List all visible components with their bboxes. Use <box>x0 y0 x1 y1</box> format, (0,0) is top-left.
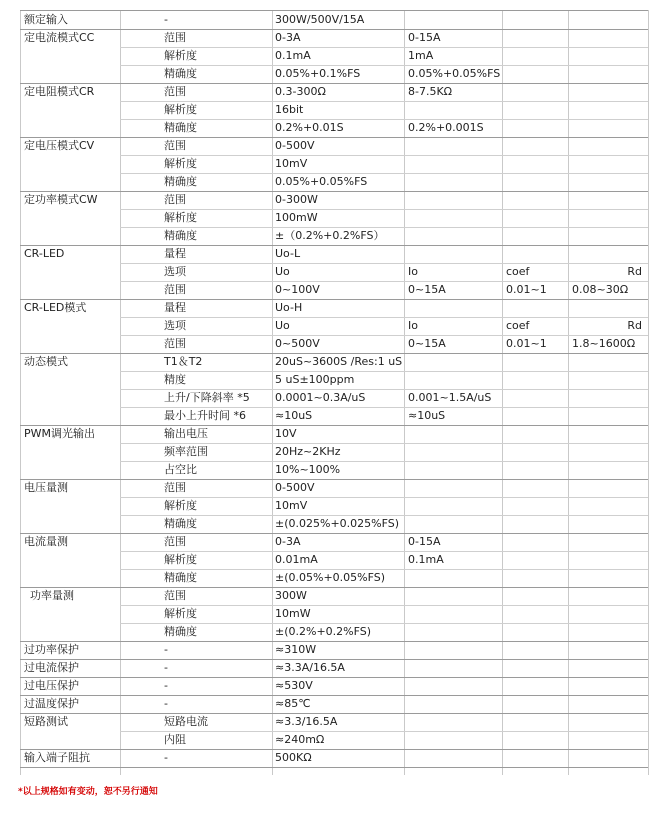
value-2-cell <box>404 299 502 317</box>
group-label-cell: 过温度保护 <box>24 697 79 710</box>
value-4-cell <box>568 425 648 443</box>
group-label-cell <box>20 389 120 407</box>
value-2-cell <box>404 677 502 695</box>
value-3-cell <box>502 605 568 623</box>
value-1-cell: ≈85℃ <box>275 697 311 710</box>
value-1-cell: 0-3A <box>275 535 301 548</box>
item-label-cell: 精确度 <box>164 571 197 584</box>
group-label-cell <box>20 605 120 623</box>
value-4-cell <box>568 389 648 407</box>
value-2-cell <box>404 353 502 371</box>
item-label-cell: - <box>164 661 168 674</box>
value-2-cell <box>404 425 502 443</box>
value-3-cell <box>502 551 568 569</box>
value-2-cell: 0~15A <box>408 337 446 350</box>
value-3-cell <box>502 245 568 263</box>
group-label-cell: 过电流保护 <box>24 661 79 674</box>
value-4-cell <box>568 641 648 659</box>
group-label-cell: 定电流模式CC <box>24 31 95 44</box>
value-1-cell: ≈10uS <box>275 409 313 422</box>
value-3-cell <box>502 173 568 191</box>
group-label-cell <box>20 497 120 515</box>
group-label-cell: 动态模式 <box>24 355 68 368</box>
value-1-cell: 0-500V <box>275 481 315 494</box>
value-3-cell <box>502 479 568 497</box>
item-label-cell: 解析度 <box>164 607 197 620</box>
group-label-cell <box>20 263 120 281</box>
value-2-cell: 0-15A <box>408 31 441 44</box>
group-label-cell: PWM调光输出 <box>24 427 96 440</box>
value-4-cell <box>568 101 648 119</box>
value-1-cell: Uo <box>275 265 290 278</box>
value-1-cell: 10mV <box>275 499 308 512</box>
value-4-cell <box>568 371 648 389</box>
column-divider <box>648 10 649 775</box>
value-3-cell <box>502 227 568 245</box>
value-2-cell: Io <box>408 319 418 332</box>
group-label-cell <box>20 335 120 353</box>
value-2-cell <box>404 605 502 623</box>
value-1-cell: 0-300W <box>275 193 318 206</box>
value-1-cell: 5 uS±100ppm <box>275 373 355 386</box>
value-2-cell <box>404 479 502 497</box>
value-1-cell: 0~100V <box>275 283 320 296</box>
group-label-cell <box>20 407 120 425</box>
group-label-cell <box>20 227 120 245</box>
value-4-cell <box>568 191 648 209</box>
value-1-cell: 0~500V <box>275 337 320 350</box>
value-3-cell <box>502 11 568 29</box>
value-3-cell <box>502 119 568 137</box>
group-label-cell: CR-LED模式 <box>24 301 87 314</box>
item-label-cell: 输出电压 <box>164 427 208 440</box>
value-4-cell <box>568 461 648 479</box>
group-label-cell: 电压量测 <box>24 481 68 494</box>
value-4-cell <box>568 299 648 317</box>
value-1-cell: 0.3-300Ω <box>275 85 326 98</box>
value-2-cell <box>404 173 502 191</box>
value-2-cell: 8-7.5KΩ <box>408 85 453 98</box>
value-3-cell <box>502 641 568 659</box>
group-label-cell <box>20 119 120 137</box>
value-2-cell <box>404 137 502 155</box>
item-label-cell: 范围 <box>164 139 186 152</box>
value-4-cell <box>568 11 648 29</box>
value-4-cell <box>568 623 648 641</box>
value-3-cell <box>502 677 568 695</box>
value-2-cell <box>404 749 502 767</box>
item-label-cell: 精确度 <box>164 625 197 638</box>
value-4-cell: Rd <box>627 319 642 332</box>
value-4-cell <box>568 659 648 677</box>
group-label-cell <box>20 569 120 587</box>
group-label-cell <box>20 731 120 749</box>
value-1-cell: 10%~100% <box>275 463 341 476</box>
group-label-cell: 额定输入 <box>24 13 68 26</box>
value-3-cell <box>502 155 568 173</box>
value-3-cell <box>502 515 568 533</box>
group-label-cell <box>20 443 120 461</box>
footnote: *以上规格如有变动，恕不另行通知 <box>18 787 158 797</box>
item-label-cell: 选项 <box>164 319 186 332</box>
item-label-cell: 占空比 <box>164 463 197 476</box>
value-1-cell: 10mW <box>275 607 311 620</box>
value-1-cell: 20uS~3600S /Res:1 uS <box>275 355 403 368</box>
value-4-cell <box>568 587 648 605</box>
item-label-cell: 短路电流 <box>164 715 208 728</box>
value-4-cell <box>568 713 648 731</box>
item-label-cell: 精确度 <box>164 67 197 80</box>
group-label-cell <box>20 551 120 569</box>
group-label-cell <box>20 371 120 389</box>
value-4-cell <box>568 731 648 749</box>
value-3-cell <box>502 407 568 425</box>
row-divider <box>20 767 648 768</box>
value-3-cell <box>502 29 568 47</box>
value-1-cell: ≈3.3/16.5A <box>275 715 338 728</box>
item-label-cell: 范围 <box>164 31 186 44</box>
item-label-cell: 内阻 <box>164 733 186 746</box>
value-3-cell <box>502 533 568 551</box>
item-label-cell: 精确度 <box>164 229 197 242</box>
value-3-cell <box>502 425 568 443</box>
value-4-cell <box>568 155 648 173</box>
value-1-cell: Uo-H <box>275 301 303 314</box>
value-3-cell <box>502 101 568 119</box>
value-4-cell <box>568 29 648 47</box>
item-label-cell: 精确度 <box>164 121 197 134</box>
value-4-cell: 0.08~30Ω <box>572 283 629 296</box>
value-4-cell: Rd <box>627 265 642 278</box>
value-2-cell <box>404 11 502 29</box>
group-label-cell: 定电压模式CV <box>24 139 95 152</box>
value-3-cell <box>502 461 568 479</box>
item-label-cell: 范围 <box>164 337 186 350</box>
value-2-cell: 0.2%+0.001S <box>408 121 484 134</box>
item-label-cell: 选项 <box>164 265 186 278</box>
group-label-cell: 电流量测 <box>24 535 68 548</box>
value-2-cell <box>404 695 502 713</box>
group-label-cell: 短路测试 <box>24 715 68 728</box>
value-4-cell <box>568 515 648 533</box>
item-label-cell: 频率范围 <box>164 445 208 458</box>
value-2-cell <box>404 191 502 209</box>
value-2-cell <box>404 587 502 605</box>
item-label-cell: 解析度 <box>164 499 197 512</box>
value-2-cell <box>404 461 502 479</box>
item-label-cell: 精确度 <box>164 517 197 530</box>
value-1-cell: ±(0.05%+0.05%FS) <box>275 571 386 584</box>
value-4-cell <box>568 443 648 461</box>
value-1-cell: 10V <box>275 427 297 440</box>
value-2-cell: 1mA <box>408 49 434 62</box>
value-3-cell <box>502 569 568 587</box>
value-4-cell <box>568 173 648 191</box>
value-2-cell: 0.05%+0.05%FS <box>408 67 501 80</box>
group-label-cell: 过电压保护 <box>24 679 79 692</box>
group-label-cell <box>20 65 120 83</box>
value-3-cell: 0.01~1 <box>506 283 547 296</box>
value-3-cell <box>502 623 568 641</box>
item-label-cell: 范围 <box>164 193 186 206</box>
value-2-cell: 0.001~1.5A/uS <box>408 391 492 404</box>
value-4-cell <box>568 695 648 713</box>
group-label-cell <box>20 101 120 119</box>
value-4-cell <box>568 83 648 101</box>
value-3-cell <box>502 191 568 209</box>
value-3-cell <box>502 713 568 731</box>
value-4-cell <box>568 677 648 695</box>
value-1-cell: ≈240mΩ <box>275 733 325 746</box>
group-label-cell: 定电阻模式CR <box>24 85 95 98</box>
value-2-cell <box>404 569 502 587</box>
group-label-cell <box>20 173 120 191</box>
value-3-cell <box>502 389 568 407</box>
item-label-cell: 解析度 <box>164 553 197 566</box>
group-label-cell <box>20 461 120 479</box>
value-1-cell: ≈310W <box>275 643 317 656</box>
value-4-cell <box>568 137 648 155</box>
value-1-cell: ≈530V <box>275 679 313 692</box>
value-1-cell: 10mV <box>275 157 308 170</box>
value-1-cell: 0.2%+0.01S <box>275 121 344 134</box>
item-label-cell: 精确度 <box>164 175 197 188</box>
value-1-cell: ±（0.2%+0.2%FS） <box>275 229 385 242</box>
value-4-cell <box>568 209 648 227</box>
item-label-cell: 解析度 <box>164 103 197 116</box>
value-1-cell: 0.05%+0.1%FS <box>275 67 361 80</box>
item-label-cell: T1＆T2 <box>164 355 203 368</box>
item-label-cell: 精度 <box>164 373 186 386</box>
value-2-cell: ≈10uS <box>408 409 446 422</box>
item-label-cell: 范围 <box>164 481 186 494</box>
value-2-cell <box>404 659 502 677</box>
value-4-cell <box>568 47 648 65</box>
value-4-cell <box>568 65 648 83</box>
value-1-cell: 300W/500V/15A <box>275 13 365 26</box>
value-1-cell: 0.0001~0.3A/uS <box>275 391 366 404</box>
value-3-cell <box>502 209 568 227</box>
value-2-cell <box>404 641 502 659</box>
group-label-cell <box>20 317 120 335</box>
value-4-cell <box>568 605 648 623</box>
item-label-cell: 最小上升时间 *6 <box>164 409 246 422</box>
value-4-cell <box>568 749 648 767</box>
value-4-cell: 1.8~1600Ω <box>572 337 636 350</box>
value-2-cell <box>404 713 502 731</box>
value-4-cell <box>568 353 648 371</box>
value-1-cell: 20Hz~2KHz <box>275 445 341 458</box>
value-4-cell <box>568 245 648 263</box>
value-1-cell: 0-3A <box>275 31 301 44</box>
group-label-cell: CR-LED <box>24 247 65 260</box>
value-4-cell <box>568 479 648 497</box>
value-4-cell <box>568 551 648 569</box>
value-4-cell <box>568 533 648 551</box>
value-2-cell: 0~15A <box>408 283 446 296</box>
item-label-cell: 量程 <box>164 301 186 314</box>
value-3-cell <box>502 353 568 371</box>
value-2-cell: 0.1mA <box>408 553 444 566</box>
value-2-cell <box>404 227 502 245</box>
value-1-cell: ±(0.2%+0.2%FS) <box>275 625 372 638</box>
value-2-cell <box>404 155 502 173</box>
value-3-cell <box>502 749 568 767</box>
value-3-cell <box>502 695 568 713</box>
item-label-cell: 解析度 <box>164 49 197 62</box>
item-label-cell: - <box>164 751 168 764</box>
value-1-cell: 0-500V <box>275 139 315 152</box>
value-1-cell: 0.01mA <box>275 553 318 566</box>
item-label-cell: 上升/下降斜率 *5 <box>164 391 250 404</box>
value-4-cell <box>568 569 648 587</box>
value-1-cell: 0.1mA <box>275 49 311 62</box>
group-label-cell: 输入端子阻抗 <box>24 751 90 764</box>
value-2-cell: 0-15A <box>408 535 441 548</box>
group-label-cell <box>20 209 120 227</box>
value-3-cell <box>502 443 568 461</box>
value-1-cell: 500KΩ <box>275 751 312 764</box>
value-2-cell <box>404 371 502 389</box>
group-label-cell: 过功率保护 <box>24 643 79 656</box>
value-1-cell: ≈3.3A/16.5A <box>275 661 345 674</box>
value-2-cell: Io <box>408 265 418 278</box>
value-3-cell <box>502 587 568 605</box>
value-2-cell <box>404 497 502 515</box>
item-label-cell: 量程 <box>164 247 186 260</box>
item-label-cell: - <box>164 13 168 26</box>
value-4-cell <box>568 407 648 425</box>
group-label-cell <box>20 47 120 65</box>
value-4-cell <box>568 227 648 245</box>
value-3-cell <box>502 137 568 155</box>
item-label-cell: 范围 <box>164 85 186 98</box>
value-1-cell: 300W <box>275 589 307 602</box>
value-3-cell <box>502 659 568 677</box>
value-3-cell: coef <box>506 319 530 332</box>
value-3-cell <box>502 371 568 389</box>
group-label-cell: 定功率模式CW <box>24 193 98 206</box>
value-3-cell: 0.01~1 <box>506 337 547 350</box>
value-3-cell <box>502 83 568 101</box>
item-label-cell: 解析度 <box>164 211 197 224</box>
item-label-cell: - <box>164 643 168 656</box>
group-label-cell <box>20 623 120 641</box>
spec-table <box>20 10 648 778</box>
group-label-cell: 功率量测 <box>30 589 74 602</box>
value-1-cell: 16bit <box>275 103 304 116</box>
value-1-cell: 100mW <box>275 211 318 224</box>
item-label-cell: - <box>164 697 168 710</box>
item-label-cell: 范围 <box>164 535 186 548</box>
item-label-cell: - <box>164 679 168 692</box>
value-1-cell: ±(0.025%+0.025%FS) <box>275 517 400 530</box>
value-2-cell <box>404 515 502 533</box>
value-3-cell <box>502 299 568 317</box>
value-1-cell: Uo <box>275 319 290 332</box>
group-label-cell <box>20 281 120 299</box>
value-2-cell <box>404 731 502 749</box>
group-label-cell <box>20 155 120 173</box>
value-2-cell <box>404 623 502 641</box>
value-2-cell <box>404 209 502 227</box>
value-4-cell <box>568 119 648 137</box>
value-3-cell <box>502 47 568 65</box>
value-3-cell <box>502 497 568 515</box>
value-3-cell <box>502 65 568 83</box>
item-label-cell: 解析度 <box>164 157 197 170</box>
value-3-cell: coef <box>506 265 530 278</box>
group-label-cell <box>20 515 120 533</box>
value-1-cell: Uo-L <box>275 247 301 260</box>
value-2-cell <box>404 245 502 263</box>
item-label-cell: 范围 <box>164 589 186 602</box>
value-4-cell <box>568 497 648 515</box>
value-2-cell <box>404 101 502 119</box>
value-1-cell: 0.05%+0.05%FS <box>275 175 368 188</box>
value-2-cell <box>404 443 502 461</box>
item-label-cell: 范围 <box>164 283 186 296</box>
value-3-cell <box>502 731 568 749</box>
